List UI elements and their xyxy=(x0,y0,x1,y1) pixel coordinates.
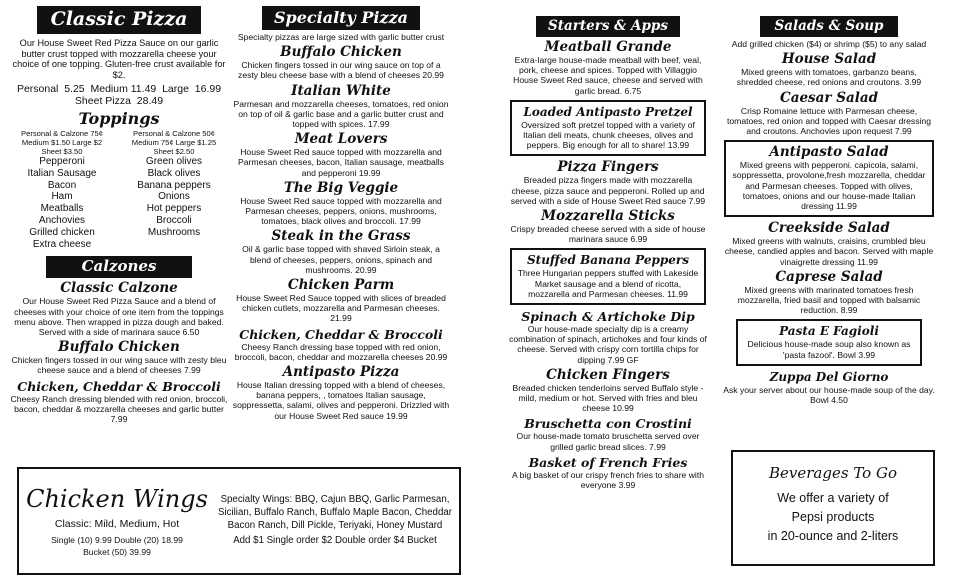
specialty-name-italian-white: Italian White xyxy=(291,82,391,99)
starter-desc-mozzarella: Crispy breaded cheese served with a side of house marinara sauce 6.99 xyxy=(510,224,706,245)
wings-prices-single-double: Single (10) 9.99 Double (20) 18.99 xyxy=(51,534,183,545)
specialty-desc-chicken-parm: House Sweet Red Sauce topped with slices of breaded chicken cutlets, mozzarella and Parmesan cheeses. 21.99 xyxy=(236,293,446,324)
toppings-veggie xyxy=(120,129,228,250)
specialty-desc-antipasto: House Italian dressing topped with a blend of cheeses, banana peppers, , tomatoes Italian sausage, soppressetta, salami, olives and pepperoni. Drizzled with our House Sweet Red sauce 19.99 xyxy=(232,380,450,421)
soup-name-fagioli: Pasta E Fagioli xyxy=(779,324,879,339)
toppings-premium xyxy=(10,129,114,250)
specialty-subtitle: Specialty pizzas are large sized with garlic butter crust xyxy=(237,32,445,42)
salad-name-creekside: Creekside Salad xyxy=(768,220,890,237)
beverages-box xyxy=(731,450,935,566)
wings-addon-prices: Add $1 Single order $2 Double order $4 Bucket xyxy=(233,535,437,547)
premium-price-2: Medium $1.50 Large $2 xyxy=(21,138,103,147)
toppings-lists xyxy=(10,129,228,250)
specialty-desc-ccb: Cheesy Ranch dressing base topped with red onion, broccoli, bacon, cheddar and mozzarella cheeses 20.99 xyxy=(234,341,448,362)
starter-desc-fries: A big basket of our crispy french fries to share with everyone 3.99 xyxy=(511,469,705,491)
topping-item: Italian Sausage xyxy=(27,167,97,179)
topping-item: Ham xyxy=(51,191,73,203)
starter-desc-spinach-dip: Our house-made specialty dip is a creamy combination of spinach, artichokes and four kinds of cheese. Served with crispy corn tortilla chips for dipping 7.99 GF xyxy=(509,324,707,365)
classic-pizza-prices: Personal 5.25 Medium 11.49 Large 16.99 xyxy=(16,83,222,95)
starter-name-meatball: Meatball Grande xyxy=(544,39,672,55)
calzone-desc-buffalo: Chicken fingers tossed in our wing sauce with zesty bleu cheese sauce and a blend of cheeses 7.99 xyxy=(11,355,227,376)
premium-price-3: Sheet $3.50 xyxy=(41,147,83,156)
topping-item: Black olives xyxy=(147,167,201,179)
beverages-line-3: in 20-ounce and 2-liters xyxy=(767,529,899,543)
wings-classic-flavors: Classic: Mild, Medium, Hot xyxy=(54,517,180,530)
salads-title: Salads & Soup xyxy=(760,16,897,37)
starter-name-chicken-fingers: Chicken Fingers xyxy=(546,366,670,383)
starter-desc-banana-peppers: Three Hungarian peppers stuffed with Lakeside Market sausage and a blend of ricotta, mozzarella and Parmesan cheeses. 11.99 xyxy=(517,268,699,299)
starter-desc-pretzel: Oversized soft pretzel topped with a variety of Italian deli meats, chunk cheeses, olives and peppers. Big enough for all to share! 13.99 xyxy=(521,119,695,151)
salad-desc-caesar: Crisp Romaine lettuce with Parmesan cheese, tomatoes, red onion and topped with Caesar dressing and croutons. Anchovies upon request 7.99 xyxy=(727,105,931,137)
column-starters xyxy=(508,16,708,490)
specialty-name-big-veggie: The Big Veggie xyxy=(283,179,399,196)
topping-item: Green olives xyxy=(145,156,203,167)
specialty-desc-steak: Oil & garlic base topped with shaved Sirloin steak, a blend of cheeses, peppers, onions, spinach and mushrooms. 20.99 xyxy=(242,244,440,275)
starter-name-fries: Basket of French Fries xyxy=(528,454,688,470)
calzones-title: Calzones xyxy=(46,256,193,278)
specialty-desc-big-veggie: House Sweet Red sauce topped with mozzarella and Parmesan cheeses, peppers, onions, mushrooms, tomatoes, black olives and broccoli. 17.99 xyxy=(240,195,442,227)
specialty-name-meat-lovers: Meat Lovers xyxy=(294,131,388,148)
starter-box-pretzel xyxy=(510,100,706,157)
specialty-name-steak: Steak in the Grass xyxy=(271,228,411,245)
specialty-desc-italian-white: Parmesan and mozzarella cheeses, tomatoes, red onion on top of oil & garlic base and a garlic butter crust and topped with spices. 17.99 xyxy=(233,98,449,130)
soup-desc-zuppa: Ask your server about our house-made soup of the day. Bowl 4.50 xyxy=(723,384,935,406)
veggie-price-3: Sheet $2.50 xyxy=(153,147,195,156)
starter-name-spinach-dip: Spinach & Artichoke Dip xyxy=(521,309,695,325)
salad-desc-caprese: Mixed greens with marinated tomatoes fresh mozzarella, fried basil and topped with balsamic reduction. 8.99 xyxy=(737,284,921,316)
beverages-line-2: Pepsi products xyxy=(791,510,875,524)
specialty-pizza-title: Specialty Pizza xyxy=(262,6,420,30)
salad-desc-house: Mixed greens with tomatoes, garbanzo beans, shredded cheese, red onions and croutons. 3.99 xyxy=(736,67,922,88)
specialty-desc-buffalo: Chicken fingers tossed in our wing sauce on top of a zesty bleu cheese base with a blend of cheeses 20.99 xyxy=(238,60,444,81)
column-salads xyxy=(722,16,936,405)
salad-name-caprese: Caprese Salad xyxy=(775,268,883,285)
starter-name-pretzel: Loaded Antipasto Pretzel xyxy=(523,104,693,119)
wings-box xyxy=(17,467,461,575)
topping-item: Banana peppers xyxy=(137,179,211,191)
starter-name-bruschetta: Bruschetta con Crostini xyxy=(524,416,692,432)
topping-item: Bacon xyxy=(47,179,77,191)
classic-pizza-desc: Our House Sweet Red Pizza Sauce on our garlic butter crust topped with mozzarella cheese your choice of one topping. Gluten-free crust available for $2. xyxy=(12,38,226,80)
starter-desc-chicken-fingers: Breaded chicken tenderloins served Buffalo style - mild, medium or hot. Served with fries and bleu cheese 10.99 xyxy=(512,382,704,414)
beverages-line-1: We offer a variety of xyxy=(777,491,889,505)
topping-item: Broccoli xyxy=(156,214,192,226)
wings-right xyxy=(215,494,455,547)
wings-left xyxy=(19,485,215,557)
salad-box-antipasto xyxy=(724,140,934,217)
salad-desc-antipasto: Mixed greens with pepperoni. capicola, salami, soppressetta, provolone,fresh mozzarella, cheddar and Parmesan cheeses. Topped with olives, tomatoes, onions and our house-made Italian dressing 11.99 xyxy=(732,160,926,212)
starter-desc-pizza-fingers: Breaded pizza fingers made with mozzarella cheese, pizza sauce and pepperoni. Rolled up and served with a side of House Sweet Red sauce 7.99 xyxy=(510,175,706,206)
specialty-name-buffalo: Buffalo Chicken xyxy=(280,44,402,61)
starter-desc-bruschetta: Our house-made tomato bruschetta served over grilled garlic bread slices. 7.99 xyxy=(516,431,700,452)
topping-item: Anchovies xyxy=(38,214,86,226)
starter-name-banana-peppers: Stuffed Banana Peppers xyxy=(527,253,689,268)
sheet-pizza-price: Sheet Pizza 28.49 xyxy=(74,95,164,107)
soup-desc-fagioli: Delicious house-made soup also known as 'pasta fazool'. Bowl 3.99 xyxy=(747,339,911,360)
specialty-name-ccb: Chicken, Cheddar & Broccoli xyxy=(239,326,443,342)
starter-name-pizza-fingers: Pizza Fingers xyxy=(557,159,659,176)
starter-desc-meatball: Extra-large house-made meatball with beef, veal, pork, cheese and spices. Topped with Villaggio House Sweet Red sauce, cheese and served with garlic bread. 6.75 xyxy=(513,55,703,96)
calzone-name-ccb: Chicken, Cheddar & Broccoli xyxy=(17,378,221,394)
specialty-name-antipasto: Antipasto Pizza xyxy=(282,364,400,381)
calzone-name-buffalo: Buffalo Chicken xyxy=(58,339,180,356)
soup-box-fagioli xyxy=(736,319,922,365)
salad-name-caesar: Caesar Salad xyxy=(779,89,879,106)
salad-name-antipasto: Antipasto Salad xyxy=(769,144,889,161)
calzone-desc-classic: Our House Sweet Red Pizza Sauce and a blend of cheeses with your choice of one item from the toppings menu above. Then wrapped in pizza dough and baked. Served with a side of marinara sauce 6.50 xyxy=(14,296,224,337)
salad-desc-creekside: Mixed greens with walnuts, craisins, crumbled bleu cheese, candied apples and bacon. Served with maple vinaigrette dressing 11.99 xyxy=(724,236,934,267)
beverages-title: Beverages To Go xyxy=(769,464,897,482)
toppings-title: Toppings xyxy=(78,109,160,128)
specialty-name-chicken-parm: Chicken Parm xyxy=(287,277,395,294)
soup-name-zuppa: Zuppa Del Giorno xyxy=(769,369,889,384)
starters-title: Starters & Apps xyxy=(536,16,680,37)
topping-item: Pepperoni xyxy=(39,156,85,167)
wings-prices-bucket: Bucket (50) 39.99 xyxy=(83,547,151,557)
calzone-desc-ccb: Cheesy Ranch dressing blended with red onion, broccoli, bacon, cheddar & mozzarella cheeses and garlic butter 7.99 xyxy=(10,393,228,424)
veggie-price-2: Medium 75¢ Large $1.25 xyxy=(131,138,217,147)
salads-note: Add grilled chicken ($4) or shrimp ($5) to any salad xyxy=(731,39,927,49)
topping-item: Onions xyxy=(158,191,190,203)
starter-box-banana-peppers xyxy=(510,248,706,305)
topping-item: Mushrooms xyxy=(147,226,201,238)
topping-item: Meatballs xyxy=(40,203,84,215)
starter-name-mozzarella: Mozzarella Sticks xyxy=(541,208,675,225)
salad-name-house: House Salad xyxy=(781,51,877,68)
column-classic xyxy=(10,6,228,424)
calzone-name-classic: Classic Calzone xyxy=(60,280,178,297)
topping-item: Grilled chicken xyxy=(29,226,95,238)
veggie-price-1: Personal & Calzone 50¢ xyxy=(133,129,215,138)
specialty-desc-meat-lovers: House Sweet Red sauce topped with mozzarella and Parmesan cheeses, bacon, Italian sausage, meatballs and pepperoni 19.99 xyxy=(238,147,444,178)
wings-title: Chicken Wings xyxy=(26,484,208,513)
column-specialty xyxy=(232,6,450,421)
topping-item: Extra cheese xyxy=(32,238,92,250)
wings-specialty-flavors: Specialty Wings: BBQ, Cajun BBQ, Garlic Parmesan, Sicilian, Buffalo Ranch, Buffalo Maple Bacon, Cheddar Bacon Ranch, Dill Pickle, Teriyaki, Honey Mustard xyxy=(218,494,452,531)
topping-item: Hot peppers xyxy=(146,203,202,215)
premium-price-1: Personal & Calzone 75¢ xyxy=(21,129,103,138)
classic-pizza-title: Classic Pizza xyxy=(37,6,202,34)
